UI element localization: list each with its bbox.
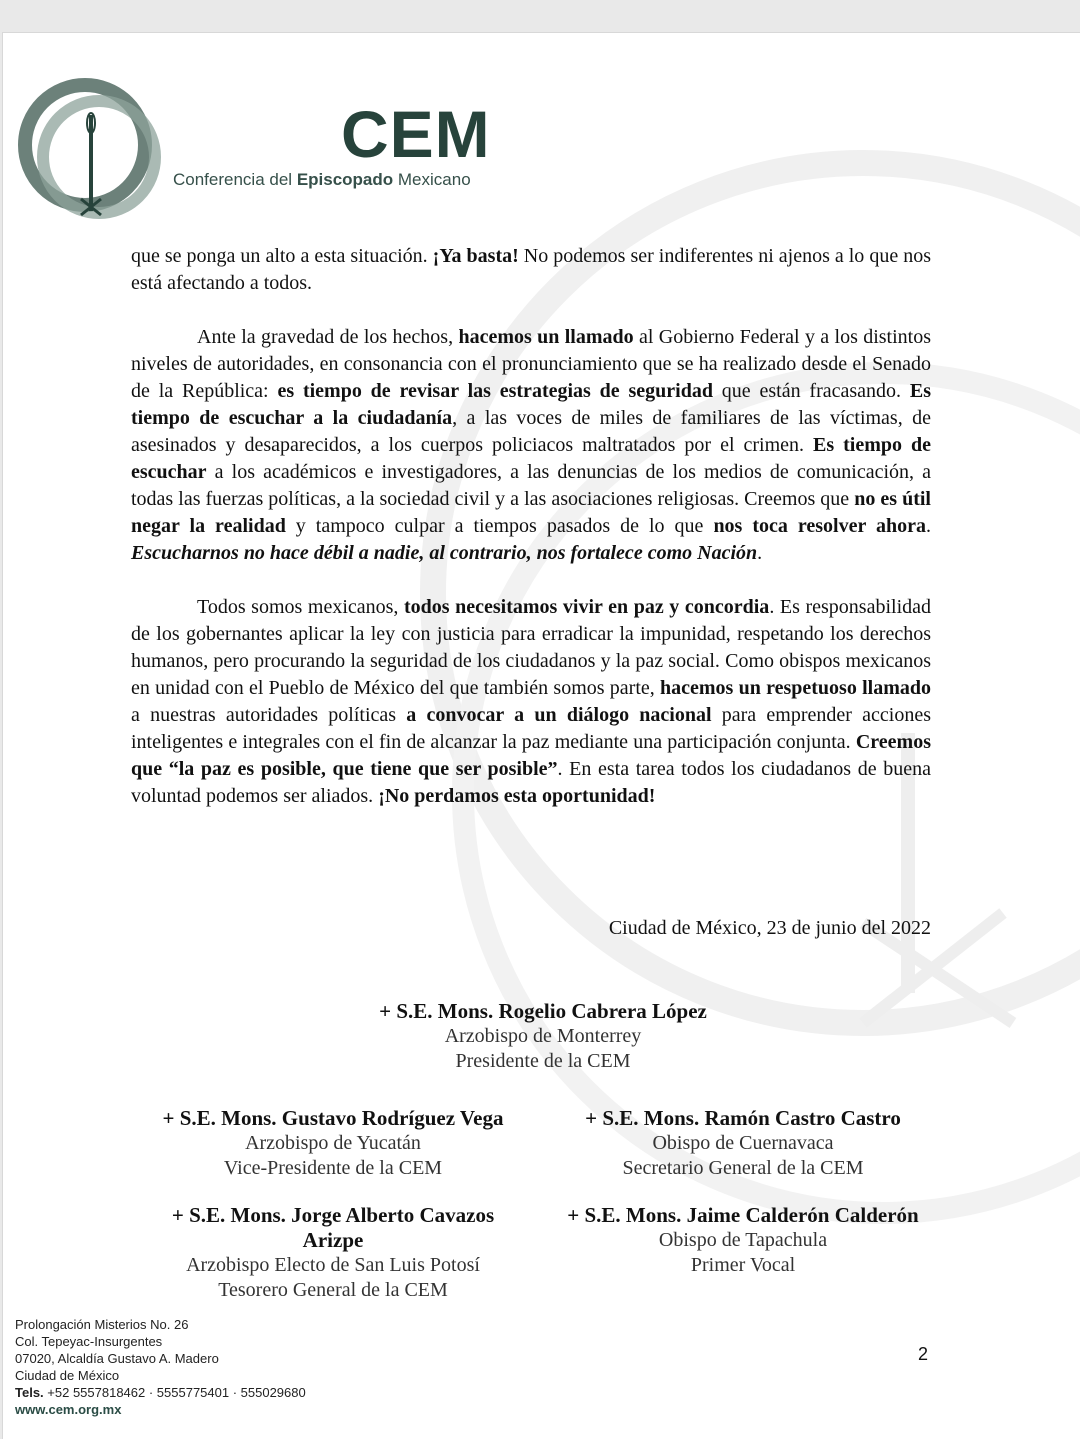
paragraph: [131, 594, 931, 810]
signatory-block: [303, 999, 783, 1074]
emphasis-text: nos toca resolver ahora: [713, 515, 926, 537]
signatory-name: + S.E. Mons. Rogelio Cabrera López: [379, 999, 707, 1023]
signatory-block: [558, 1106, 928, 1181]
signatory-name: + S.E. Mons. Ramón Castro Castro: [585, 1106, 901, 1130]
text-run: Todos somos mexicanos,: [197, 596, 404, 618]
text-run: que están fracasando.: [712, 380, 910, 402]
signatory-block: [153, 1203, 513, 1303]
emphasis-text: ¡No perdamos esta oportunidad!: [378, 785, 656, 807]
signatory-role: Presidente de la CEM: [455, 1050, 631, 1072]
signatory-name: + S.E. Mons. Jorge Alberto Cavazos Arizpe: [171, 1203, 495, 1252]
signatory-name: + S.E. Mons. Jaime Calderón Calderón: [567, 1203, 919, 1227]
emphasis-text: es tiempo de revisar las estrategias de seguridad: [277, 380, 713, 402]
emphasis-text: Creemos que “la paz es posible, que tiene que ser posible”: [131, 731, 931, 780]
text-run: . Es responsabilidad de los gobernantes aplicar la ley con justicia para erradicar la impunidad, respetando los derechos humanos, pero procurando la seguridad de los ciudadanos y la paz social. Como obispos mexicanos en unidad con el Pueblo de México del que también somos parte,: [131, 596, 931, 699]
text-run: .: [757, 542, 763, 564]
emphasis-text: Es tiempo de escuchar: [131, 434, 932, 483]
website-link[interactable]: www.cem.org.mx: [15, 1402, 122, 1417]
emphasis-text: ¡Ya basta!: [432, 245, 519, 267]
organization-name: Conferencia del Episcopado Mexicano: [173, 170, 471, 189]
footer-address: [15, 1316, 306, 1418]
text-run: a nuestras autoridades políticas: [131, 704, 407, 726]
signatory-block: [548, 1203, 938, 1278]
address-line: 07020, Alcaldía Gustavo A. Madero: [15, 1351, 219, 1366]
signatory-title: Arzobispo de Yucatán: [245, 1132, 421, 1154]
text-run: a los académicos e investigadores, a las denuncias de los medios de comunicación, a todas las fuerzas políticas, a la sociedad civil y a las asociaciones religiosas. Creemos que: [131, 461, 931, 510]
phone-line: Tels. +52 5557818462 · 5555775401 · 555029680: [15, 1385, 306, 1400]
text-run: . En esta tarea todos los ciudadanos de buena voluntad podemos ser aliados.: [131, 758, 931, 807]
text-run: y tampoco culpar a tiempos pasados de lo que: [285, 515, 714, 537]
signatory-block: [133, 1106, 533, 1181]
emphasis-text: a convocar a un diálogo nacional: [406, 704, 712, 726]
logo-wordmark: CEM: [341, 97, 491, 171]
text-run: al Gobierno Federal y a los distintos niveles de autoridades, en consonancia con el pronunciamiento que se ha realizado desde el Senado de la República:: [131, 326, 932, 402]
signatory-title: Arzobispo de Monterrey: [444, 1025, 642, 1047]
emphasis-text: Escucharnos no hace débil a nadie, al contrario, nos fortalece como Nación: [131, 542, 758, 564]
text-run: que se ponga un alto a esta situación.: [131, 245, 433, 267]
signatory-role: Tesorero General de la CEM: [218, 1279, 448, 1301]
text-run: para emprender acciones inteligentes e integrales con el fin de alcanzar la paz mediante una participación conjunta.: [131, 704, 931, 753]
signatory-name: + S.E. Mons. Gustavo Rodríguez Vega: [162, 1106, 504, 1130]
signatory-title: Arzobispo Electo de San Luis Potosí: [186, 1254, 480, 1276]
text-run: .: [926, 515, 931, 537]
cem-logo-icon: [11, 73, 171, 233]
signatory-role: Vice-Presidente de la CEM: [223, 1157, 443, 1179]
paragraph: [131, 243, 931, 297]
address-line: Col. Tepeyac-Insurgentes: [15, 1334, 163, 1349]
text-run: , a las voces de miles de familiares de las víctimas, de asesinados y desaparecidos, a los cuerpos policiacos maltratados por el crimen.: [131, 407, 931, 456]
signatory-role: Secretario General de la CEM: [622, 1157, 864, 1179]
document-page: [2, 32, 1080, 1439]
emphasis-text: hacemos un respetuoso llamado: [660, 677, 931, 699]
address-line: Ciudad de México: [15, 1368, 120, 1383]
emphasis-text: todos necesitamos vivir en paz y concordia: [404, 596, 770, 618]
text-run: Ante la gravedad de los hechos,: [197, 326, 459, 348]
signatory-title: Obispo de Tapachula: [658, 1229, 828, 1251]
address-line: Prolongación Misterios No. 26: [15, 1317, 189, 1332]
page-number: 2: [918, 1344, 929, 1364]
emphasis-text: hacemos un llamado: [458, 326, 634, 348]
signatory-title: Obispo de Cuernavaca: [652, 1132, 834, 1154]
text-run: No podemos ser indiferentes ni ajenos a lo que nos está afectando a todos.: [131, 245, 931, 294]
date-line: Ciudad de México, 23 de junio del 2022: [608, 917, 931, 939]
paragraph: [131, 324, 931, 567]
emphasis-text: no es útil negar la realidad: [131, 488, 931, 537]
emphasis-text: Es tiempo de escuchar a la ciudadanía: [131, 380, 931, 429]
signatory-role: Primer Vocal: [690, 1254, 796, 1276]
letter-body: [131, 243, 931, 837]
